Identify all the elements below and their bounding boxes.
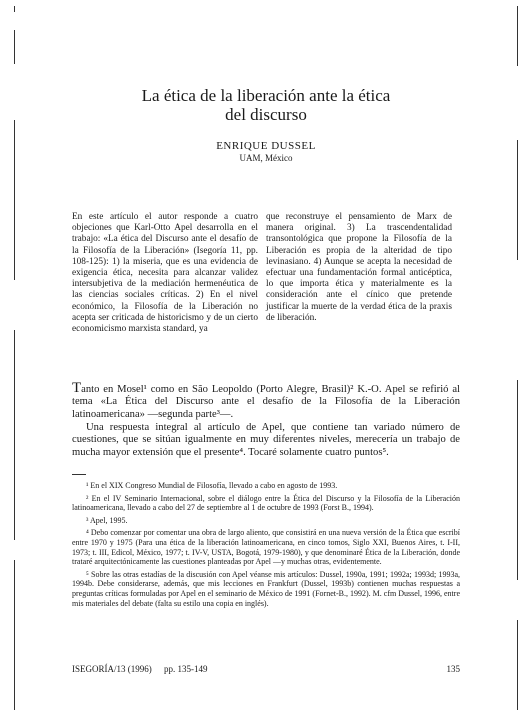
scan-edge-mark	[14, 560, 15, 710]
body-paragraph-1: Tanto en Mosel¹ como en São Leopoldo (Porto Alegre, Brasil)² K.-O. Apel se refirió al tema «La Ética del Discurso ante el desafío de la Filosofía de la Liberación latinoamericana» —segunda parte³—.	[72, 380, 460, 420]
page-footer	[72, 664, 460, 674]
scan-edge-mark	[517, 6, 518, 66]
footer-citation	[72, 664, 208, 674]
scan-edge-mark	[14, 6, 15, 12]
page-number: 135	[446, 664, 460, 674]
footnote-2: ² En el IV Seminario Internacional, sobre el diálogo entre la Ética del Discurso y la Filosofía de la Liberación latinoamericana, llevado a cabo del 27 de septiembre al 1 de octubre de 1993 (Forst B., 1994).	[72, 493, 460, 513]
scan-edge-mark	[14, 30, 15, 64]
footnote-4: ⁴ Debo comenzar por comentar una obra de largo aliento, que consistirá en una nueva versión de la Ética que escribí entre 1970 y 1975 (Para una ética de la liberación latinoamericana, en cinco tomos, Siglo XXI, Buenos Aires, t. I-II, 1973; t. III, Edicol, México, 1977; t. IV-V, USTA, Bogotá, 1979-1980), y que denominaré Ética de la Liberación, donde trataré arquitectónicamente las cuestiones planteadas por Apel —y muchas otras, evidentemente.	[72, 528, 460, 567]
scan-edge-mark	[14, 330, 15, 540]
author-name: ENRIQUE DUSSEL	[216, 140, 316, 152]
footnote-1: ¹ En el XIX Congreso Mundial de Filosofía, llevado a cabo en agosto de 1993.	[86, 481, 338, 490]
article-title	[90, 86, 442, 124]
scan-edge-mark	[517, 380, 518, 580]
footnote-3: ³ Apel, 1995.	[86, 515, 128, 525]
scan-edge-mark	[517, 620, 518, 710]
page-range: pp. 135-149	[164, 664, 208, 674]
scan-edge-mark	[14, 120, 15, 280]
abstract-column-left: En este artículo el autor responde a cuatro objeciones que Karl-Otto Apel desarrolla en el trabajo: «La ética del Discurso ante el desafío de la Filosofía de la Liberación» (Isegoría 11, pp. 108-125): 1) la miseria, que es una evidencia de exigencia ética, necesita para alcanzar validez intersubjetiva de la mediación hermenéutica de las ciencias sociales críticas. 2) En el nivel económico, la Filosofía de la Liberación no acepta ser criticada de historicismo y de un cierto economicismo marxista standard, ya	[72, 212, 258, 335]
scan-edge-mark	[517, 140, 518, 260]
author-affiliation: UAM, México	[239, 153, 293, 163]
footnote-5: ⁵ Sobre las otras estadías de la discusión con Apel véanse mis artículos: Dussel, 1990a, 1991; 1992a; 1993d; 1993a, 1994b. Debe considerarse, además, que mis lecciones en Frankfurt (Dussel, 1993b) contienen muchas respuestas a preguntas críticas formuladas por Apel en el seminario de México de 1991 (Fornet-B., 1992). M. cfm Dussel, 1996, entre mis materiales del debate (falta su estilo una copia en inglés).	[72, 569, 460, 608]
title-line: La ética de la liberación ante la ética	[141, 86, 391, 105]
footnotes	[72, 481, 460, 611]
footnote-separator	[72, 474, 86, 475]
title-line: del discurso	[225, 105, 307, 124]
journal-issue: ISEGORÍA/13 (1996)	[72, 664, 152, 674]
abstract-column-right: que reconstruye el pensamiento de Marx de manera original. 3) La trascendentalidad transontológica que propone la Filosofía de la Liberación es propia de la alteridad de tipo levinasiano. 4) Aunque se acepta la necesidad de efectuar una fundamentación formal anticéptica, lo que importa ética y materialmente es la consideración ante el cínico que pretende justificar la muerte de la verdad ética de la praxis de liberación.	[266, 212, 452, 323]
body-paragraph-2: Una respuesta integral al artículo de Apel, que contiene tan variado número de cuestiones, que se sitúan igualmente en muy diferentes niveles, merecería un trabajo de mucha mayor extensión que el presente⁴. Tocaré solamente cuatro puntos⁵.	[72, 422, 460, 458]
